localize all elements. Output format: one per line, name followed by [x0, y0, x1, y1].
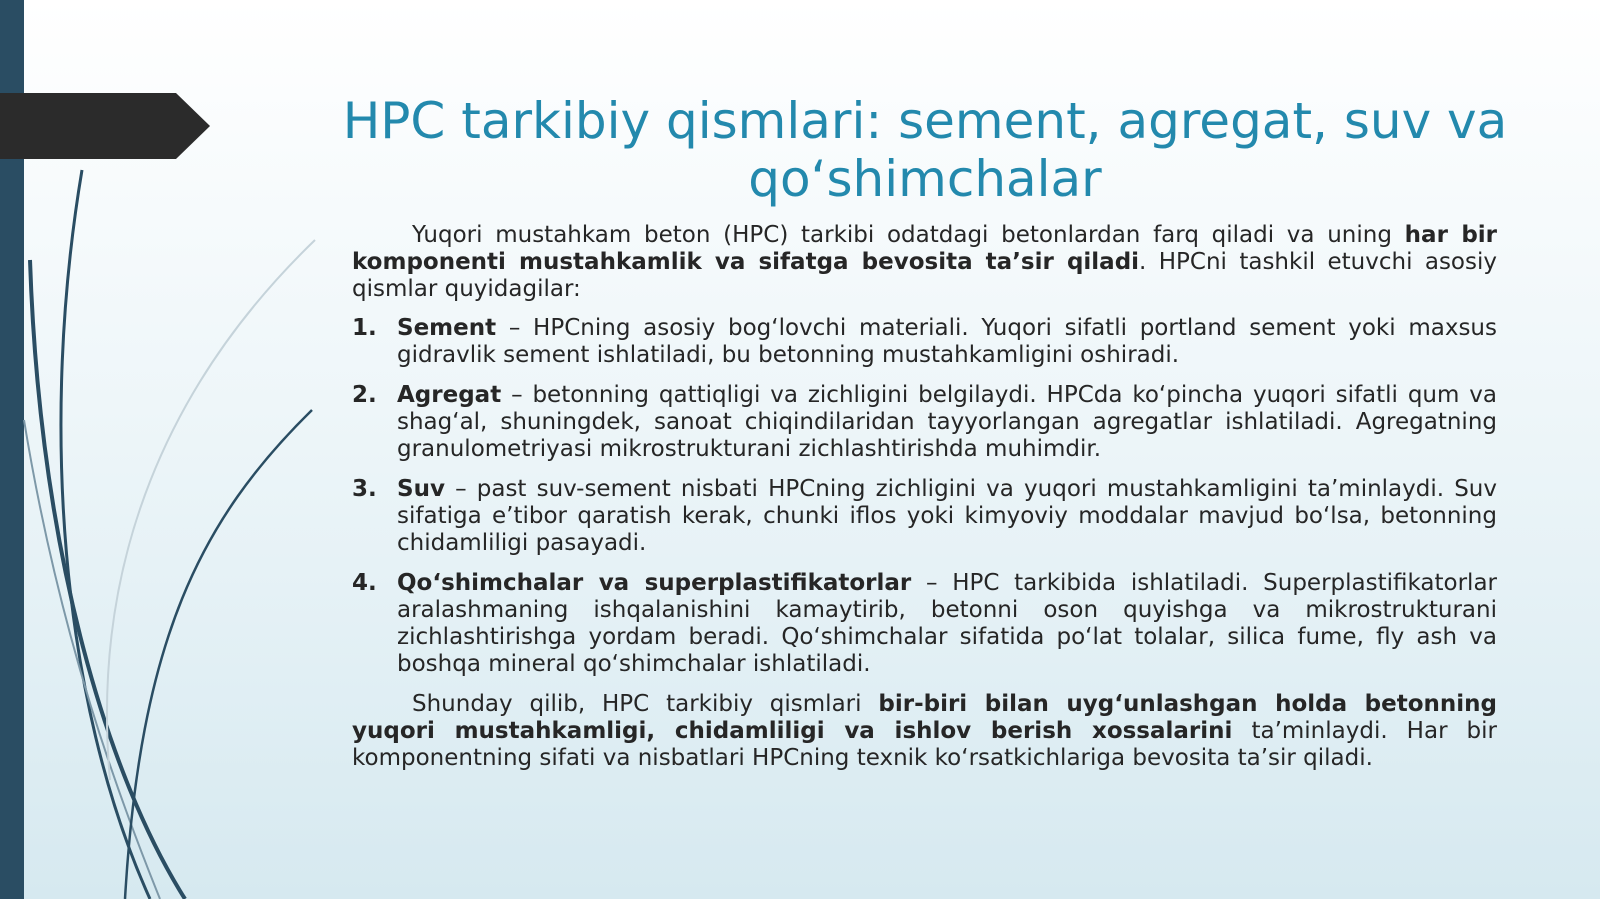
item-number: 3. — [352, 476, 377, 502]
item-number: 2. — [352, 382, 377, 408]
components-list — [352, 315, 1497, 678]
item-term: Suv — [397, 476, 445, 502]
slide-body — [352, 222, 1497, 772]
list-item — [352, 570, 1497, 678]
conclusion-text-1: Shunday qilib, HPC tarkibiy qismlari — [412, 691, 879, 717]
item-term: Sement — [397, 315, 497, 341]
item-number: 1. — [352, 315, 377, 341]
item-text: – past suv-sement nisbati HPCning zichligini va yuqori mustahkamligini ta’minlaydi. Suv sifatiga e’tibor qaratish kerak, chunki iflos yoki kimyoviy moddalar mavjud bo‘lsa, betonning chidamliligi pasayadi. — [397, 476, 1497, 556]
intro-text-2: . HPCni tashkil etuvchi asosiy qismlar quyidagilar: — [352, 249, 1497, 302]
list-item — [352, 476, 1497, 557]
conclusion-paragraph — [352, 691, 1497, 772]
list-item — [352, 382, 1497, 463]
list-item — [352, 315, 1497, 369]
title-arrow-marker — [0, 93, 210, 159]
intro-bold: har bir komponenti mustahkamlik va sifatga bevosita ta’sir qiladi — [352, 222, 1498, 275]
slide-title: HPC tarkibiy qismlari: sement, agregat, suv va qo‘shimchalar — [342, 92, 1508, 208]
item-text: – HPCning asosiy bog‘lovchi materiali. Yuqori sifatli portland sement yoki maxsus gidravlik sement ishlatiladi, bu betonning mustahkamligini oshiradi. — [397, 315, 1497, 368]
conclusion-bold: bir-biri bilan uyg‘unlashgan holda betonning yuqori mustahkamligi, chidamliligi va ishlov berish xossalarini — [352, 691, 1498, 744]
intro-text-1: Yuqori mustahkam beton (HPC) tarkibi odatdagi betonlardan farq qiladi va uning — [412, 222, 1405, 248]
item-text: – HPC tarkibida ishlatiladi. Superplastifikatorlar aralashmaning ishqalanishini kamaytirib, betonni oson quyishga va mikrostrukturani zichlashtirishga yordam beradi. Qo‘shimchalar sifatida po‘lat tolalar, silica fume, fly ash va boshqa mineral qo‘shimchalar ishlatiladi. — [397, 570, 1497, 677]
item-text: – betonning qattiqligi va zichligini belgilaydi. HPCda ko‘pincha yuqori sifatli qum va shag‘al, shuningdek, sanoat chiqindilaridan tayyorlangan agregatlar ishlatiladi. Agregatning granulometriyasi mikrostrukturani zichlashtirishda muhimdir. — [397, 382, 1497, 462]
conclusion-text-2: ta’minlaydi. Har bir komponentning sifati va nisbatlari HPCning texnik ko‘rsatkichlariga bevosita ta’sir qiladi. — [352, 718, 1497, 771]
intro-paragraph — [352, 222, 1497, 303]
item-term: Qo‘shimchalar va superplastifikatorlar — [397, 570, 912, 596]
item-term: Agregat — [397, 382, 502, 408]
item-number: 4. — [352, 570, 377, 596]
